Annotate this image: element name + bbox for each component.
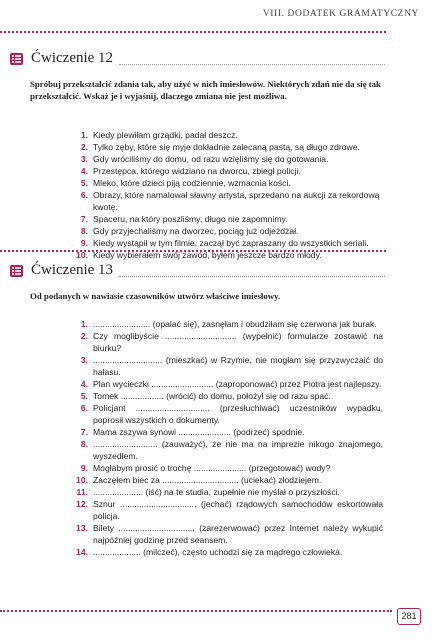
exercise-13-rule (119, 276, 385, 277)
item-text: Mogłabym prosić o trochę ...................... (przegotować) wody? (93, 463, 331, 473)
list-item (0, 237, 445, 249)
item-number: 12. (76, 499, 88, 509)
item-text: Bilety ................................ (zarezerwować) przez Internet należy wykupić najpóźniej godzinę przed seansem. (93, 523, 383, 545)
list-item (0, 177, 445, 189)
list-item (0, 498, 445, 522)
list-item (0, 486, 445, 498)
item-number: 13. (76, 523, 88, 533)
item-text: Kiedy wybierałem swój zawód, byłem jeszcze bardzo młody. (93, 250, 322, 260)
item-number: 5. (80, 178, 88, 188)
item-number: 3. (80, 154, 88, 164)
item-text: ........................... (zauważyć), że nie ma na imprezie nikogo znajomego, wyszedłem. (93, 439, 383, 461)
item-text: Mleko, które dzieci piją codziennie, wzmacnia kości. (93, 178, 291, 188)
list-item (0, 330, 445, 354)
item-number: 4. (80, 379, 88, 389)
list-item (0, 225, 445, 237)
item-text: .................... (milczeć), często uchodzi się za mądrego człowieka. (93, 547, 343, 557)
exercise-12-title: Ćwiczenie 12 (31, 50, 114, 66)
list-item (0, 129, 445, 141)
exercise-13-instruction: Od podanych w nawiasie czasowników utwórz właściwe imiesłowy. (30, 291, 281, 301)
item-text: Mama zszywa synowi ...................... (podrzeć) spodnie. (93, 427, 305, 437)
header-dotted-rule (0, 31, 386, 33)
list-icon (10, 53, 23, 65)
item-number: 9. (80, 463, 88, 473)
exercise-12-instruction: Spróbuj przekształcić zdania tak, aby użyć w nich imiesłowów. Niektórych zdań nie da się tak przekształcić. Wskaż je i wyjaśnij, dlaczego zmiana nie jest możliwa. (30, 79, 381, 101)
item-number: 1. (80, 319, 88, 329)
list-item (0, 522, 445, 546)
item-number: 3. (80, 355, 88, 365)
list-item (0, 546, 445, 558)
item-text: Tylko zęby, które się myje dokładnie zalecaną pastą, są długo zdrowe. (93, 142, 360, 152)
item-text: ............................. (mieszkać) w Rzymie, nie mogłam się przyzwyczaić do hałasu. (93, 355, 383, 377)
item-number: 2. (80, 331, 88, 341)
exercise-13-list (0, 318, 445, 558)
item-number: 6. (80, 403, 88, 413)
item-text: Policjant ............................... (przesłuchiwać) uczestników wypadku, poprosił wszystkich o dokumenty. (93, 403, 383, 425)
item-text: Zaczęłem biec za ................................ (uciekać) złodziejem. (93, 475, 322, 485)
exercise-12-rule (119, 64, 385, 65)
item-text: Czy moglibyście .............................. (wypełnić) formularze zostawić na biurku? (93, 331, 383, 353)
item-number: 6. (80, 190, 88, 200)
item-number: 14. (76, 547, 88, 557)
item-number: 9. (80, 238, 88, 248)
item-text: Spaceru, na który poszliśmy, długo nie zapomnimy. (93, 214, 288, 224)
item-text: ..................... (iść) na te studia, zupełnie nie myślał o przyszłości. (93, 487, 340, 497)
list-item (0, 402, 445, 426)
item-text: Kiedy wystąpił w tym filmie, zaczął być zapraszany do wszystkich seriali. (93, 238, 369, 248)
item-text: ........................ (opalać się), zasnęłam i obudziłam się czerwona jak burak. (93, 319, 377, 329)
list-item (0, 153, 445, 165)
item-number: 7. (80, 427, 88, 437)
list-item (0, 141, 445, 153)
list-item (0, 165, 445, 177)
item-text: Przestępca, którego widziano na dworcu, zbiegł policji. (93, 166, 301, 176)
item-number: 10. (76, 475, 88, 485)
list-item (0, 390, 445, 402)
list-item (0, 354, 445, 378)
item-number: 4. (80, 166, 88, 176)
list-item (0, 318, 445, 330)
exercise-13-title: Ćwiczenie 13 (31, 262, 114, 278)
item-text: Gdy przyjechaliśmy na dworzec, pociąg już odjeżdżał. (93, 226, 299, 236)
list-item (0, 213, 445, 225)
item-text: Plan wycieczki .......................... (zaproponować) przez Piotra jest najlepszy. (93, 379, 382, 389)
footer-dotted-rule (0, 610, 392, 612)
list-item (0, 189, 445, 213)
exercise-12-list (0, 129, 445, 261)
item-number: 8. (80, 439, 88, 449)
item-number: 2. (80, 142, 88, 152)
item-text: Gdy wróciliśmy do domu, od razu wzięliśmy się do gotowania. (93, 154, 329, 164)
item-number: 1. (80, 130, 88, 140)
list-item (0, 462, 445, 474)
item-number: 11. (76, 487, 88, 497)
list-item (0, 474, 445, 486)
item-number: 5. (80, 391, 88, 401)
section-title: VIII. DODATEK GRAMATYCZNY (262, 9, 419, 19)
list-item (0, 378, 445, 390)
list-item (0, 438, 445, 462)
page-number: 281 (397, 608, 421, 625)
item-text: Kiedy plewiłam grządki, padał deszcz. (93, 130, 238, 140)
item-number: 10. (76, 250, 88, 260)
item-text: Tomek .................. (wrócić) do domu, położył się od razu spać. (93, 391, 331, 401)
item-text: Obrazy, które namalował sławny artysta, sprzedano na aukcji za rekordową kwotę. (93, 190, 380, 212)
section-divider (0, 250, 386, 252)
item-text: Sznur ................................ (jechać) rządowych samochodów eskortowała policja. (93, 499, 383, 521)
item-number: 8. (80, 226, 88, 236)
item-number: 7. (80, 214, 88, 224)
list-icon (10, 265, 23, 277)
list-item (0, 426, 445, 438)
